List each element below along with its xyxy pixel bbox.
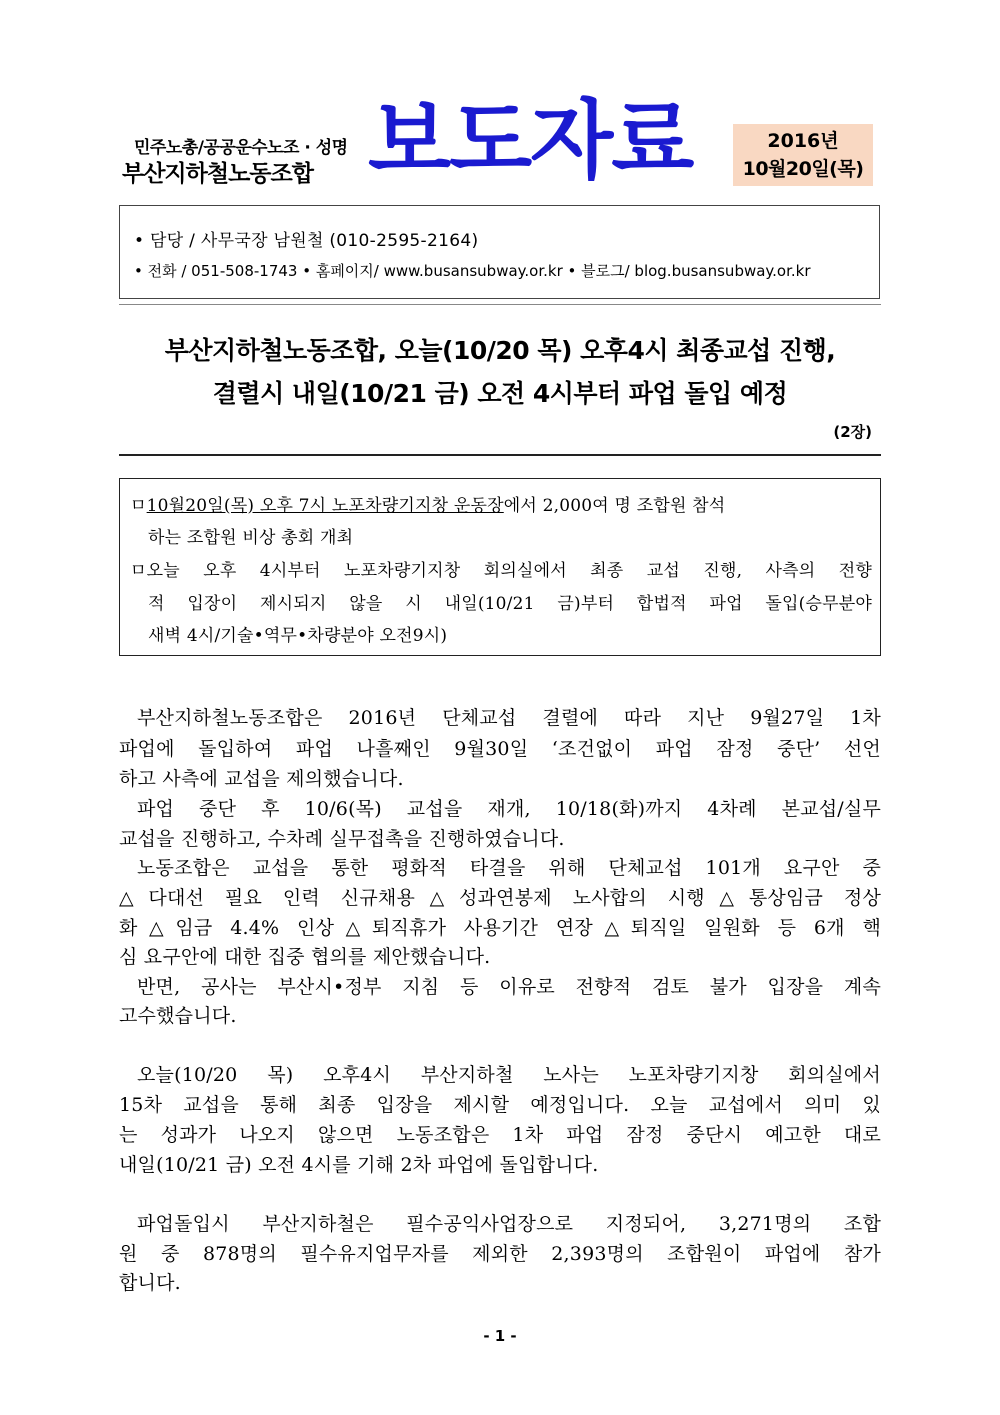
contact-phone-web: • 전화 / 051-508-1743 • 홈페이지/ www.busansubway.or.kr • 블로그/ blog.busansubway.or.kr (134, 262, 811, 280)
body-paragraph-line: 교섭을 진행하고, 수차례 실무접촉을 진행하였습니다. (119, 828, 565, 850)
body-paragraph-line: 는 성과가 나오지 않으면 노동조합은 1차 파업 잠정 중단시 예고한 대로 (119, 1124, 881, 1146)
date-badge (733, 124, 873, 186)
body-paragraph-line: 합니다. (119, 1272, 181, 1294)
contact-person: • 담당 / 사무국장 남원철 (010-2595-2164) (134, 231, 479, 251)
org-affiliation: 민주노총/공공운수노조 · 성명 (134, 138, 348, 158)
summary-box (119, 478, 881, 656)
body-paragraph-line: 15차 교섭을 통해 최종 입장을 제시할 예정입니다. 오늘 교섭에서 의미 있 (119, 1094, 881, 1116)
document-type-title: 보도자료 (368, 91, 693, 191)
body-paragraph-line: 화△임금 4.4% 인상△퇴직휴가 사용기간 연장△퇴직일 일원화 등 6개 핵 (119, 917, 881, 939)
org-name: 부산지하철노동조합 (122, 161, 313, 187)
page-number: - 1 - (483, 1327, 517, 1345)
page-count: (2장) (833, 423, 872, 441)
summary-item-2-cont: 적 입장이 제시되지 않을 시 내일(10/21 금)부터 합법적 파업 돌입(승무분야 (148, 594, 872, 614)
summary-item-2-cont: 새벽 4시/기술•역무•차량분야 오전9시) (148, 626, 448, 646)
body-paragraph-line: 파업 중단 후 10/6(목) 교섭을 재개, 10/18(화)까지 4차례 본교섭/실무 (137, 798, 881, 820)
body-paragraph-line: 반면, 공사는 부산시•정부 지침 등 이유로 전향적 검토 불가 입장을 계속 (137, 976, 881, 998)
body-paragraph-line: 원 중 878명의 필수유지업무자를 제외한 2,393명의 조합원이 파업에 참가 (119, 1243, 881, 1265)
body-paragraph-line: 오늘(10/20 목) 오후4시 부산지하철 노사는 노포차량기지창 회의실에서 (137, 1064, 881, 1086)
body-paragraph-line: 부산지하철노동조합은 2016년 단체교섭 결렬에 따라 지난 9월27일 1차 (137, 707, 881, 729)
body-paragraph-line: 심 요구안에 대한 집중 협의를 제안했습니다. (119, 946, 491, 968)
divider (119, 454, 881, 456)
date-day: 10월20일(목) (742, 158, 864, 180)
contact-info-box (119, 205, 880, 299)
headline-line-1: 부산지하철노동조합, 오늘(10/20 목) 오후4시 최종교섭 진행, (164, 336, 836, 365)
summary-item-1 (130, 491, 872, 516)
headline-line-2: 결렬시 내일(10/21 금) 오전 4시부터 파업 돌입 예정 (212, 379, 788, 408)
summary-item-marker: ㅁ (130, 496, 147, 516)
body-paragraph-line: 파업에 돌입하여 파업 나흘째인 9월30일 ‘조건없이 파업 잠정 중단’ 선언 (119, 738, 881, 760)
summary-item-1-underlined: 10월20일(목) 오후 7시 노포차량기지창 운동장 (146, 496, 504, 516)
body-paragraph-line: 하고 사측에 교섭을 제의했습니다. (119, 768, 404, 790)
body-paragraph-line: 노동조합은 교섭을 통한 평화적 타결을 위해 단체교섭 101개 요구안 중 (137, 857, 881, 879)
body-paragraph-line: 내일(10/21 금) 오전 4시를 기해 2차 파업에 돌입합니다. (119, 1154, 599, 1176)
body-paragraph-line: △다대선 필요 인력 신규채용△성과연봉제 노사합의 시행△통상임금 정상 (119, 887, 881, 909)
summary-item-2: ㅁ오늘 오후 4시부터 노포차량기지창 회의실에서 최종 교섭 진행, 사측의 전향 (130, 561, 872, 581)
body-paragraph-line: 파업돌입시 부산지하철은 필수공익사업장으로 지정되어, 3,271명의 조합 (137, 1213, 881, 1235)
divider (119, 304, 881, 305)
body-paragraph-line: 고수했습니다. (119, 1005, 237, 1027)
summary-item-1-rest: 에서 2,000여 명 조합원 참석 (503, 496, 726, 516)
date-year: 2016년 (767, 130, 839, 152)
summary-item-1-cont: 하는 조합원 비상 총회 개최 (148, 528, 354, 548)
